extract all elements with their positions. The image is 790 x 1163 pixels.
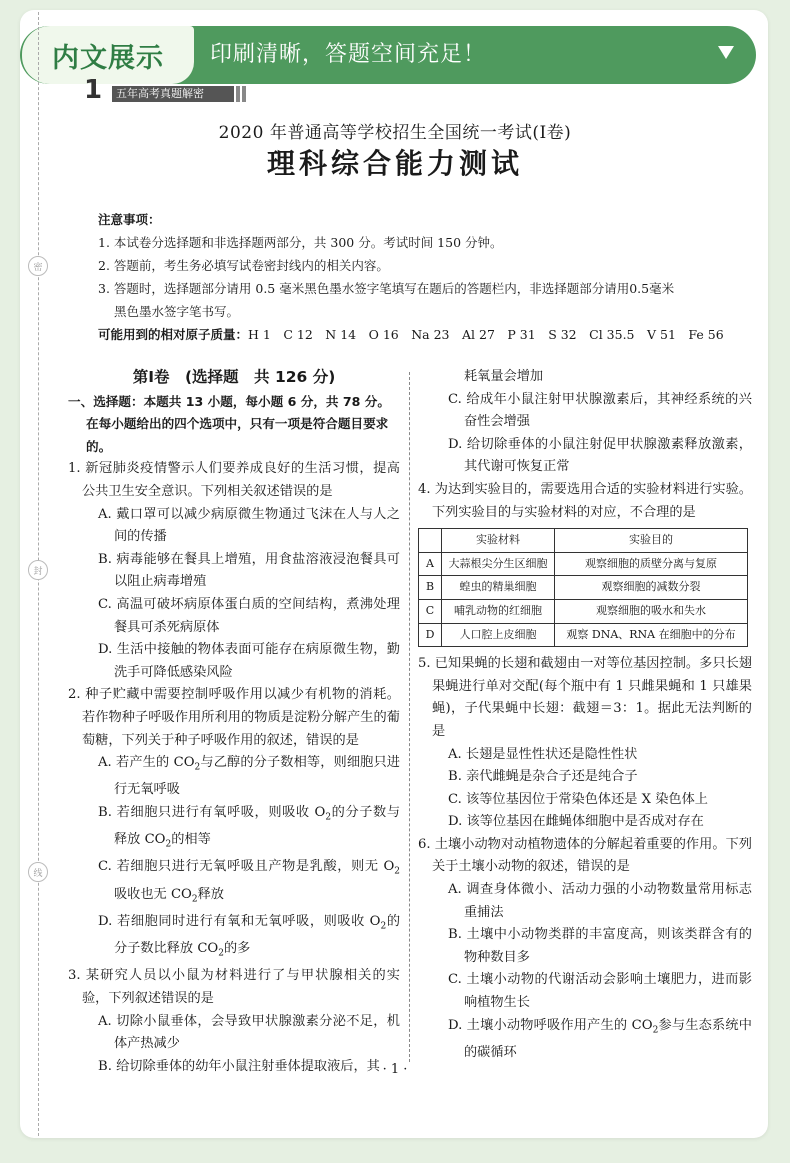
table-row: D 人口腔上皮细胞 观察 DNA、RNA 在细胞中的分布 <box>419 623 748 647</box>
brand-stripe <box>236 86 240 102</box>
question-2-stem: 2. 种子贮藏中需要控制呼吸作用以减少有机物的消耗。若作物种子呼吸作用所利用的物质是淀粉分解产生的葡萄糖，下列关于种子呼吸作用的叙述，错误的是 <box>68 687 400 748</box>
section-instruction: 一、选择题：本题共 13 小题，每小题 6 分，共 78 分。在每小题给出的四个选项中，只有一项是符合题目要求的。 <box>68 393 390 454</box>
atomic-mass-label: 可能用到的相对原子质量： <box>98 327 249 342</box>
subject-title: 理科综合能力测试 <box>266 147 523 180</box>
question-1-stem: 1. 新冠肺炎疫情警示人们要养成良好的生活习惯，提高公共卫生安全意识。下列相关叙述错误的是 <box>68 461 400 499</box>
question-6-option-a: A. 调查身体微小、活动力强的小动物数量常用标志重捕法 <box>448 882 752 920</box>
question-3-option-d: D. 给切除垂体的小鼠注射促甲状腺激素释放激素，其代谢可恢复正常 <box>448 436 752 475</box>
question-3-option-b-cont: 耗氧量会增加 <box>464 369 544 384</box>
notice-item: 2. 答题前，考生务必填写试卷密封线内的相关内容。 <box>98 258 389 273</box>
question-2-option-c: C. 若细胞只进行无氧呼吸且产物是乳酸，则无 $O_2$吸收也无 $CO_2$释放 <box>98 859 400 905</box>
question-2-option-b: B. 若细胞只进行有氧呼吸，则吸收 $O_2$的分子数与释放 $CO_2$的相等 <box>98 804 401 850</box>
question-1-option-a: A. 戴口罩可以减少病原微生物通过飞沫在人与人之间的传播 <box>98 506 400 545</box>
atomic-mass-line <box>98 323 738 346</box>
chevron-down-icon[interactable] <box>718 46 734 59</box>
question-6-option-d: D. 土壤小动物呼吸作用产生的 $CO_2$参与生态系统中的碳循环 <box>448 1017 752 1060</box>
brand-series: 五年高考真题解密 <box>112 86 234 102</box>
table-row: C 哺乳动物的红细胞 观察细胞的吸水和失水 <box>419 599 748 623</box>
page-number: · 1 · <box>382 1062 408 1077</box>
question-5-option-c: C. 该等位基因位于常染色体还是 X 染色体上 <box>448 791 708 807</box>
table-header-row: 实验材料 实验目的 <box>419 529 748 553</box>
question-2-option-d: D. 若细胞同时进行有氧和无氧呼吸，则吸收 $O_2$的分子数比释放 $CO_2$的多 <box>98 913 401 959</box>
table-row: A 大蒜根尖分生区细胞 观察细胞的质壁分离与复原 <box>419 552 748 576</box>
brand-stripe <box>242 86 246 102</box>
banner-tab: 内文展示 <box>22 26 194 84</box>
atomic-mass-values: H 1 C 12 N 14 O 16 Na 23 Al 27 P 31 S 32 Cl 35.5 V 51 Fe 56 <box>248 327 724 342</box>
notice-block <box>98 208 738 346</box>
seal-xian: 线 <box>28 862 48 882</box>
left-column <box>68 366 400 1078</box>
table-row: B 蝗虫的精巢细胞 观察细胞的减数分裂 <box>419 576 748 600</box>
question-5-option-d: D. 该等位基因在雌蝇体细胞中是否成对存在 <box>448 814 704 830</box>
column-divider <box>409 372 410 1062</box>
question-5-option-b: B. 亲代雌蝇是杂合子还是纯合子 <box>448 769 638 785</box>
question-3-option-b: B. 给切除垂体的幼年小鼠注射垂体提取液后，其 <box>98 1058 380 1074</box>
question-6-option-c: C. 土壤小动物的代谢活动会影响土壤肥力，进而影响植物生长 <box>448 972 752 1011</box>
banner-slogan: 印刷清晰，答题空间充足！ <box>210 42 487 67</box>
question-6-stem: 6. 土壤小动物对动植物遗体的分解起着重要的作用。下列关于土壤小动物的叙述，错误的是 <box>418 836 752 875</box>
notice-item: 1. 本试卷分选择题和非选择题两部分，共 300 分。考试时间 150 分钟。 <box>98 235 503 250</box>
notice-item: 黑色墨水签字笔书写。 <box>114 304 240 319</box>
question-1-option-b: B. 病毒能够在餐具上增殖，用食盐溶液浸泡餐具可以阻止病毒增殖 <box>98 551 400 590</box>
question-4-stem: 4. 为达到实验目的，需要选用合适的实验材料进行实验。下列实验目的与实验材料的对应，不合理的是 <box>418 481 752 520</box>
notice-item: 3. 答题时，选择题部分请用 0.5 毫米黑色墨水签字笔填写在题后的答题栏内，非选择题部分请用0.5毫米 <box>98 281 675 296</box>
question-5-option-a: A. 长翅是显性性状还是隐性性状 <box>448 746 638 762</box>
exam-title: 2020 年普通高等学校招生全国统一考试(Ⅰ卷) <box>218 123 572 143</box>
question-2-option-a: A. 若产生的 $CO_2$与乙醇的分子数相等，则细胞只进行无氧呼吸 <box>98 755 400 798</box>
seal-mi: 密 <box>28 256 48 276</box>
question-3-option-a: A. 切除小鼠垂体，会导致甲状腺激素分泌不足，机体产热减少 <box>98 1013 400 1052</box>
section-title: 第Ⅰ卷 (选择题 共 126 分) <box>132 368 336 386</box>
question-3-option-c: C. 给成年小鼠注射甲状腺激素后，其神经系统的兴奋性会增强 <box>448 391 752 430</box>
question-6-option-b: B. 土壤中小动物类群的丰富度高，则该类群含有的物种数目多 <box>448 927 752 965</box>
question-5-stem: 5. 已知果蝇的长翅和截翅由一对等位基因控制。多只长翅果蝇进行单对交配(每个瓶中有 1 只雌果蝇和 1 只雄果蝇)，子代果蝇中长翅：截翅＝3：1。据此无法判断的是 <box>418 656 752 739</box>
brand-number: 1 <box>84 75 103 105</box>
seal-feng: 封 <box>28 560 48 580</box>
material-table <box>418 528 748 647</box>
question-1-option-c: C. 高温可破坏病原体蛋白质的空间结构，煮沸处理餐具可杀死病原体 <box>98 596 400 635</box>
question-1-option-d: D. 生活中接触的物体表面可能存在病原微生物，勤洗手可降低感染风险 <box>98 642 400 680</box>
notice-heading: 注意事项： <box>98 212 161 227</box>
right-column <box>418 366 752 1064</box>
question-3-stem: 3. 某研究人员以小鼠为材料进行了与甲状腺相关的实验，下列叙述错误的是 <box>68 968 400 1006</box>
